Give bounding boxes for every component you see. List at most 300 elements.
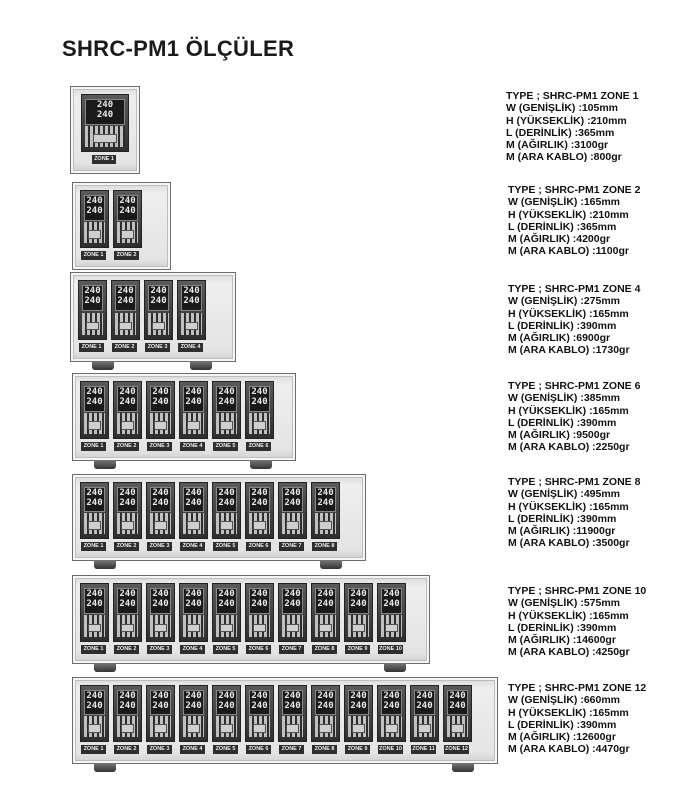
display-top-reading: 240 [152,488,169,498]
display-bottom-reading: 240 [251,498,268,508]
display-top-reading: 240 [251,691,268,701]
zone-module [179,482,208,539]
spec-w: W (GENİŞLİK) :385mm [508,392,621,405]
temperature-display [216,588,237,614]
temperature-display [115,285,136,311]
spec-block-zone-1 [506,90,638,164]
temperature-display [150,588,171,614]
zone-label: ZONE 1 [79,343,104,352]
zone-module [377,685,406,742]
zone-module [344,685,373,742]
zone-module [113,685,142,742]
zone-module [177,280,206,340]
temperature-display [249,487,270,512]
zone-module [179,685,208,742]
control-keypad [249,413,270,434]
zone-module [245,482,274,539]
temperature-display [150,690,171,715]
display-bottom-reading: 240 [185,701,202,711]
control-keypad [216,413,237,434]
spec-type: TYPE ; SHRC-PM1 ZONE 2 [508,184,641,196]
zone-label: ZONE 3 [147,745,172,754]
temperature-display [216,386,237,412]
control-keypad [447,716,468,737]
spec-m: M (AĞIRLIK) :11900gr [508,525,616,538]
temperature-display [117,386,138,412]
spec-l: L (DERİNLİK) :390mm [508,718,617,731]
zone-label: ZONE 3 [147,442,172,451]
display-top-reading: 240 [317,691,334,701]
zone-module [278,685,307,742]
temperature-display [117,487,138,512]
display-bottom-reading: 240 [317,701,334,711]
zone-module [146,381,175,439]
zone-label: ZONE 2 [114,442,139,451]
spec-block-zone-8 [508,476,640,550]
zone-label: ZONE 2 [114,745,139,754]
temperature-display [348,588,369,614]
control-keypad [84,222,105,243]
spec-type: TYPE ; SHRC-PM1 ZONE 10 [508,585,647,597]
display-bottom-reading: 240 [416,701,433,711]
zone-label: ZONE 12 [445,746,468,752]
spec-block-zone-2 [508,184,640,258]
zone-label: ZONE 7 [279,645,304,654]
zone-label: ZONE 10 [379,646,402,652]
zone-module [80,583,109,642]
temperature-display [183,690,204,715]
control-keypad [85,126,125,147]
display-top-reading: 240 [383,589,400,599]
zone-label: ZONE 4 [180,442,205,451]
display-bottom-reading: 240 [284,701,301,711]
control-keypad [117,615,138,637]
control-keypad [84,413,105,434]
zone-label: ZONE 8 [312,745,337,754]
zone-module [212,381,241,439]
control-keypad [249,615,270,637]
spec-cable: M (ARA KABLO) :1730gr [508,344,630,357]
zone-module [80,482,109,539]
control-keypad [183,615,204,637]
spec-w: W (GENİŞLİK) :165mm [508,196,621,209]
zone-module [78,280,107,340]
temperature-display [84,588,105,614]
display-bottom-reading: 240 [185,498,202,508]
zone-module [311,482,340,539]
foot-left [94,460,116,469]
display-top-reading: 240 [86,691,103,701]
display-bottom-reading: 240 [317,498,334,508]
display-top-reading: 240 [119,196,136,206]
zone-module [113,583,142,642]
zone-label: ZONE 6 [246,542,271,551]
spec-m: M (AĞIRLIK) :4200gr [508,233,611,246]
display-bottom-reading: 240 [119,206,136,216]
zone-module [179,381,208,439]
display-bottom-reading: 240 [119,701,136,711]
control-keypad [117,222,138,243]
zone-label: ZONE 3 [147,542,172,551]
display-top-reading: 240 [86,488,103,498]
display-bottom-reading: 240 [449,701,466,711]
display-bottom-reading: 240 [84,296,101,306]
page-title: SHRC-PM1 ÖLÇÜLER [62,36,295,61]
display-top-reading: 240 [284,589,301,599]
control-keypad [216,716,237,737]
control-keypad [150,716,171,737]
zone-label: ZONE 9 [345,745,370,754]
spec-cable: M (ARA KABLO) :3500gr [508,537,630,550]
spec-l: L (DERİNLİK) :390mm [508,621,617,634]
control-keypad [148,313,169,335]
temperature-display [85,99,125,125]
spec-type: TYPE ; SHRC-PM1 ZONE 12 [508,682,647,694]
temperature-display [282,690,303,715]
display-bottom-reading: 240 [350,701,367,711]
display-bottom-reading: 240 [284,599,301,609]
display-top-reading: 240 [119,387,136,397]
temperature-display [216,487,237,512]
spec-l: L (DERİNLİK) :365mm [506,126,615,139]
spec-w: W (GENİŞLİK) :660mm [508,694,621,707]
spec-type: TYPE ; SHRC-PM1 ZONE 8 [508,476,641,488]
temperature-display [148,285,169,311]
spec-h: H (YÜKSEKLİK) :210mm [508,208,629,221]
spec-w: W (GENİŞLİK) :275mm [508,295,621,308]
temperature-display [315,690,336,715]
spec-l: L (DERİNLİK) :390mm [508,416,617,429]
zone-label: ZONE 4 [180,542,205,551]
foot-left [94,560,116,569]
display-top-reading: 240 [251,589,268,599]
spec-w: W (GENİŞLİK) :105mm [506,102,619,115]
zone-label: ZONE 5 [213,442,238,451]
temperature-display [183,386,204,412]
temperature-display [249,690,270,715]
zone-label: ZONE 2 [112,343,137,352]
display-bottom-reading: 240 [251,397,268,407]
display-top-reading: 240 [185,589,202,599]
spec-cable: M (ARA KABLO) :4250gr [508,646,630,659]
display-top-reading: 240 [86,196,103,206]
display-top-reading: 240 [383,691,400,701]
zone-module [146,685,175,742]
zone-module [113,190,142,248]
control-keypad [150,615,171,637]
temperature-display [315,588,336,614]
zone-module [212,583,241,642]
spec-m: M (AĞIRLIK) :6900gr [508,332,611,345]
display-bottom-reading: 240 [218,498,235,508]
display-top-reading: 240 [117,286,134,296]
spec-l: L (DERİNLİK) :365mm [508,220,617,233]
spec-m: M (AĞIRLIK) :9500gr [508,429,611,442]
control-keypad [115,313,136,335]
control-keypad [348,615,369,637]
display-bottom-reading: 240 [86,599,103,609]
temperature-display [447,690,468,715]
zone-label: ZONE 1 [81,645,106,654]
foot-right [320,560,342,569]
spec-cable: M (ARA KABLO) :1100gr [508,245,629,258]
foot-right [250,460,272,469]
zone-label: ZONE 2 [114,645,139,654]
control-keypad [181,313,202,335]
display-bottom-reading: 240 [86,397,103,407]
display-bottom-reading: 240 [284,498,301,508]
temperature-display [84,195,105,221]
display-bottom-reading: 240 [152,701,169,711]
zone-label: ZONE 6 [246,745,271,754]
zone-label: ZONE 1 [81,745,106,754]
spec-l: L (DERİNLİK) :390mm [508,512,617,525]
zone-module [146,482,175,539]
spec-h: H (YÜKSEKLİK) :210mm [506,114,627,127]
spec-type: TYPE ; SHRC-PM1 ZONE 1 [506,90,639,102]
control-keypad [150,513,171,534]
control-keypad [282,615,303,637]
control-keypad [414,716,435,737]
display-top-reading: 240 [119,488,136,498]
display-bottom-reading: 240 [383,701,400,711]
zone-module [80,381,109,439]
control-keypad [117,716,138,737]
zone-module [311,583,340,642]
display-top-reading: 240 [317,488,334,498]
display-top-reading: 240 [218,387,235,397]
zone-module [443,685,472,742]
temperature-display [414,690,435,715]
zone-label: ZONE 2 [114,542,139,551]
display-top-reading: 240 [84,286,101,296]
temperature-display [381,588,402,614]
display-top-reading: 240 [350,691,367,701]
zone-label: ZONE 1 [92,155,116,164]
spec-cable: M (ARA KABLO) :2250gr [508,441,630,454]
display-bottom-reading: 240 [96,110,114,120]
display-bottom-reading: 240 [251,599,268,609]
display-bottom-reading: 240 [317,599,334,609]
spec-cable: M (ARA KABLO) :4470gr [508,743,630,756]
display-bottom-reading: 240 [251,701,268,711]
temperature-display [183,487,204,512]
spec-block-zone-6 [508,380,640,454]
spec-type: TYPE ; SHRC-PM1 ZONE 4 [508,283,641,295]
display-bottom-reading: 240 [119,397,136,407]
zone-module [111,280,140,340]
display-bottom-reading: 240 [350,599,367,609]
display-bottom-reading: 240 [152,498,169,508]
spec-block-zone-4 [508,283,640,357]
spec-h: H (YÜKSEKLİK) :165mm [508,404,629,417]
zone-module [278,583,307,642]
display-bottom-reading: 240 [86,701,103,711]
display-top-reading: 240 [119,589,136,599]
zone-label: ZONE 5 [213,745,238,754]
display-top-reading: 240 [251,387,268,397]
zone-module [113,482,142,539]
display-top-reading: 240 [185,387,202,397]
zone-module [212,685,241,742]
spec-block-zone-10 [508,585,646,659]
display-bottom-reading: 240 [117,296,134,306]
zone-label: ZONE 6 [246,645,271,654]
temperature-display [183,588,204,614]
spec-h: H (YÜKSEKLİK) :165mm [508,500,629,513]
control-keypad [183,413,204,434]
control-keypad [183,716,204,737]
display-top-reading: 240 [152,387,169,397]
display-bottom-reading: 240 [218,599,235,609]
control-keypad [82,313,103,335]
zone-label: ZONE 4 [180,645,205,654]
temperature-display [249,588,270,614]
control-keypad [117,513,138,534]
control-keypad [150,413,171,434]
control-keypad [84,615,105,637]
display-top-reading: 240 [218,589,235,599]
display-top-reading: 240 [251,488,268,498]
display-top-reading: 240 [96,100,114,110]
temperature-display [150,386,171,412]
temperature-display [282,588,303,614]
temperature-display [249,386,270,412]
zone-label: ZONE 5 [213,645,238,654]
temperature-display [181,285,202,311]
zone-module [212,482,241,539]
display-bottom-reading: 240 [383,599,400,609]
display-bottom-reading: 240 [152,599,169,609]
zone-module [410,685,439,742]
zone-module [245,381,274,439]
spec-w: W (GENİŞLİK) :575mm [508,597,621,610]
zone-label: ZONE 9 [345,645,370,654]
spec-m: M (AĞIRLIK) :14600gr [508,634,616,647]
zone-label: ZONE 4 [178,343,203,352]
control-keypad [216,513,237,534]
display-top-reading: 240 [86,589,103,599]
temperature-display [117,690,138,715]
zone-module [245,583,274,642]
spec-block-zone-12 [508,682,646,756]
zone-label: ZONE 8 [312,542,337,551]
control-keypad [315,615,336,637]
display-bottom-reading: 240 [185,599,202,609]
display-bottom-reading: 240 [218,397,235,407]
spec-l: L (DERİNLİK) :390mm [508,319,617,332]
control-keypad [249,716,270,737]
display-top-reading: 240 [284,691,301,701]
control-keypad [315,716,336,737]
spec-type: TYPE ; SHRC-PM1 ZONE 6 [508,380,641,392]
zone-module [179,583,208,642]
zone-module [146,583,175,642]
zone-module [344,583,373,642]
display-top-reading: 240 [284,488,301,498]
temperature-display [117,588,138,614]
zone-label: ZONE 7 [279,745,304,754]
control-keypad [381,615,402,637]
temperature-display [381,690,402,715]
zone-label: ZONE 3 [147,645,172,654]
display-bottom-reading: 240 [150,296,167,306]
display-bottom-reading: 240 [185,397,202,407]
foot-right [452,763,474,772]
display-bottom-reading: 240 [119,599,136,609]
control-keypad [282,513,303,534]
zone-label: ZONE 11 [412,746,435,752]
zone-label: ZONE 3 [145,343,170,352]
display-bottom-reading: 240 [183,296,200,306]
zone-label: ZONE 2 [114,251,139,260]
zone-label: ZONE 7 [279,542,304,551]
spec-w: W (GENİŞLİK) :495mm [508,488,621,501]
zone-label: ZONE 1 [81,251,106,260]
display-top-reading: 240 [150,286,167,296]
control-keypad [84,513,105,534]
zone-label: ZONE 10 [379,746,402,752]
display-top-reading: 240 [185,691,202,701]
temperature-display [84,386,105,412]
zone-label: ZONE 8 [312,645,337,654]
temperature-display [84,487,105,512]
zone-label: ZONE 1 [81,442,106,451]
zone-label: ZONE 5 [213,542,238,551]
temperature-display [150,487,171,512]
display-top-reading: 240 [119,691,136,701]
display-top-reading: 240 [416,691,433,701]
display-bottom-reading: 240 [152,397,169,407]
control-keypad [381,716,402,737]
temperature-display [282,487,303,512]
control-keypad [249,513,270,534]
display-top-reading: 240 [185,488,202,498]
zone-module [80,685,109,742]
display-top-reading: 240 [183,286,200,296]
display-top-reading: 240 [350,589,367,599]
display-bottom-reading: 240 [86,206,103,216]
zone-module [80,190,109,248]
foot-right [190,361,212,370]
display-bottom-reading: 240 [86,498,103,508]
control-keypad [315,513,336,534]
foot-left [94,663,116,672]
foot-left [94,763,116,772]
spec-m: M (AĞIRLIK) :12600gr [508,731,616,744]
spec-h: H (YÜKSEKLİK) :165mm [508,706,629,719]
temperature-display [82,285,103,311]
zone-module [311,685,340,742]
display-top-reading: 240 [152,589,169,599]
zone-module [144,280,173,340]
zone-module [113,381,142,439]
spec-m: M (AĞIRLIK) :3100gr [506,139,609,152]
display-top-reading: 240 [218,691,235,701]
display-top-reading: 240 [317,589,334,599]
temperature-display [117,195,138,221]
spec-h: H (YÜKSEKLİK) :165mm [508,307,629,320]
zone-label: ZONE 4 [180,745,205,754]
control-keypad [348,716,369,737]
spec-h: H (YÜKSEKLİK) :165mm [508,609,629,622]
display-top-reading: 240 [86,387,103,397]
zone-label: ZONE 1 [81,542,106,551]
display-top-reading: 240 [449,691,466,701]
display-bottom-reading: 240 [119,498,136,508]
control-keypad [117,413,138,434]
temperature-display [216,690,237,715]
